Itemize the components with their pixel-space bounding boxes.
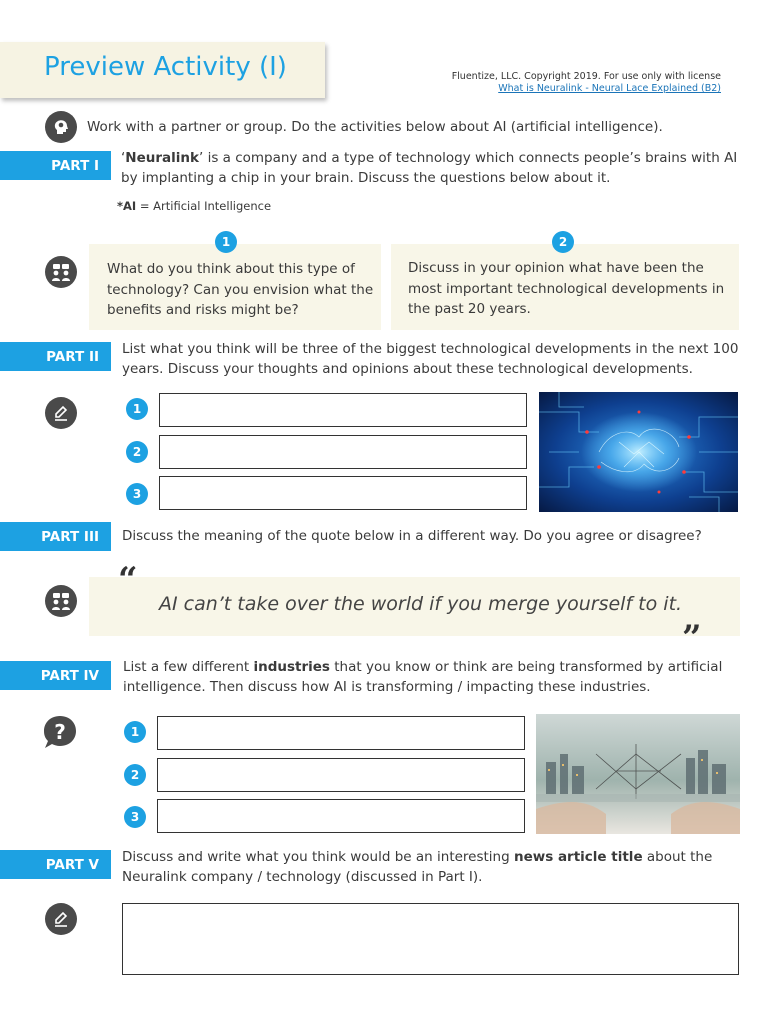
copyright-text: Fluentize, LLC. Copyright 2019. For use only with license [451,71,721,82]
part-4-tab: PART IV [0,661,111,690]
part-2-answer-1[interactable] [159,393,527,427]
pencil-icon [45,903,77,935]
source-link[interactable]: What is Neuralink - Neural Lace Explained (B2) [498,83,721,94]
part-5-tab: PART V [0,850,111,879]
question-bubble-icon [42,714,78,750]
part-3-tab: PART III [0,522,111,551]
part-1-quote-open: ‘ [121,150,126,166]
part-2-answer-3[interactable] [159,476,527,510]
news-title-term: news article title [513,849,643,865]
part-2-answer-2[interactable] [159,435,527,469]
part-4-answer-2[interactable] [157,758,525,792]
part-5-text [122,848,742,887]
part-4-text-pre: List a few different [123,659,254,675]
industries-term: industries [253,659,330,675]
part-4-number-3: 3 [124,806,146,828]
part-5-text-post: about the Neuralink company / technology (discussed in Part I). [122,849,713,885]
part-1-description: ’ is a company and a type of technology which connects people’s brains with AI by implanting a chip in your brain. Discuss the questions below about it. [121,150,738,186]
question-1-text: What do you think about this type of technology? Can you envision what the benefits and risks might be? [107,261,374,318]
svg-text:?: ? [54,720,66,744]
part-3-text: Discuss the meaning of the quote below in a different way. Do you agree or disagree? [122,528,702,544]
part-4-number-2: 2 [124,764,146,786]
question-1-number: 1 [215,231,237,253]
copyright-block [452,71,721,95]
ai-note-definition: = Artificial Intelligence [136,199,272,213]
part-1-tab: PART I [0,151,111,180]
part-2-tab: PART II [0,342,111,371]
group-discussion-icon [45,585,77,617]
ai-industry-image [536,714,740,834]
part-5-text-pre: Discuss and write what you think would be an interesting [122,849,514,865]
part-4-text [123,658,743,697]
ai-brain-image [539,392,738,512]
quote-text: AI can’t take over the world if you merge yourself to it. [159,593,683,615]
brain-head-icon [45,111,77,143]
ai-note-term: *AI [117,199,137,213]
ai-note [117,199,271,213]
part-4-text-post: that you know or think are being transformed by artificial intelligence. Then discuss how AI is transforming / impacting these industries. [123,659,723,695]
question-2-text: Discuss in your opinion what have been the most important technological developments in the past 20 years. [408,260,725,317]
part-4-answer-1[interactable] [157,716,525,750]
part-2-number-3: 3 [126,483,148,505]
quote-open-mark: “ [118,560,138,600]
quote-close-mark: ” [682,618,702,658]
question-2-number: 2 [552,231,574,253]
intro-text: Work with a partner or group. Do the activities below about AI (artificial intelligence). [87,119,663,135]
part-4-number-1: 1 [124,721,146,743]
page-title: Preview Activity (I) [44,52,287,82]
pencil-icon [45,397,77,429]
part-2-text: List what you think will be three of the biggest technological developments in the next 100 years. Discuss your thoughts and opinions about these technological developments. [122,341,739,377]
part-4-answer-3[interactable] [157,799,525,833]
part-1-text [121,149,741,188]
neuralink-term: Neuralink [125,150,199,166]
part-2-number-1: 1 [126,398,148,420]
part-5-answer[interactable] [122,903,739,975]
group-discussion-icon [45,256,77,288]
part-2-number-2: 2 [126,441,148,463]
